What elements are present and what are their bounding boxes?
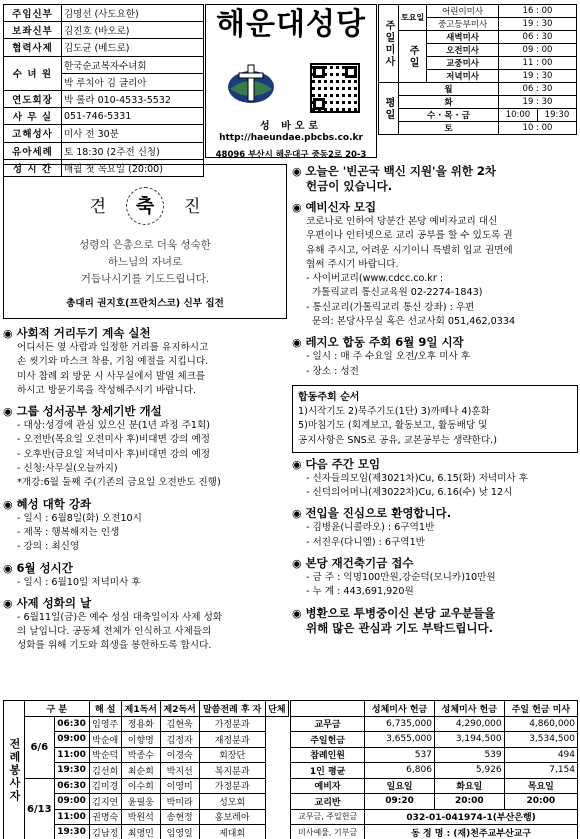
duty-row [4, 716, 289, 732]
mass-name: 저녁미사 [427, 70, 499, 83]
announcement-section [292, 606, 578, 636]
duty-header: 단체 [265, 701, 288, 717]
section-line: - 신청:사무실(오늘까지) [17, 463, 118, 475]
section-title-text: 위해 많은 관심과 기도 부탁드립니다. [306, 620, 494, 635]
class-day: 화요일 [434, 778, 504, 794]
church-title: 해운대성당 [216, 7, 366, 42]
staff-label: 수 녀 원 [4, 56, 62, 90]
heading-char-left: 견 [89, 197, 106, 217]
duty-cell: 이경숙 [160, 747, 199, 763]
duty-cell: 회장단 [199, 747, 265, 763]
section-line: - 일시 : 6월10일 저녁미사 후 [17, 576, 141, 588]
finance-cell: 3,655,000 [365, 732, 435, 748]
weekday-name: 토 [399, 122, 499, 135]
staff-row [4, 142, 204, 159]
finance-cell: 4,860,000 [504, 716, 577, 732]
duty-cell: 11:00 [54, 809, 89, 825]
section-line: - 6월11일(금)은 예수 성심 대축일이자 사제 성화 [17, 611, 223, 623]
staff-value: 미사 전 30분 [62, 125, 204, 142]
bullet-icon: ◉ [292, 457, 306, 471]
section-title-text: 병환으로 투병중이신 본당 교우분들을 [305, 605, 496, 620]
duty-cell: 가정분과 [199, 716, 265, 732]
section-line: 코로나로 인하여 당분간 본당 예비자교리 대신 [306, 216, 498, 227]
finance-header: 주일 헌금 미사 [504, 701, 577, 717]
finance-row [291, 763, 578, 779]
staff-label: 고해성사 [4, 125, 62, 142]
section-line: 하시고 방문기록을 작성해주시기 바랍니다. [17, 384, 197, 396]
mass-time: 16 : 00 [498, 5, 576, 18]
section-line: - 장소 : 성전 [306, 365, 359, 377]
congratulations-signature: 총대리 권지호(프란치스코) 신부 집전 [66, 298, 224, 309]
finance-cell: 5,926 [434, 763, 504, 779]
section-title-text: 헌금이 있습니다. [306, 179, 393, 193]
finance-cell: 494 [504, 747, 577, 763]
section-title-text: 6월 성시간 [16, 560, 73, 575]
account-number: 032-01-041974-1(부산은행) [365, 809, 578, 825]
staff-value: 박 롤라 010-4533-5532 [62, 90, 204, 107]
section-line: - 일시 : 6월8일(화) 오전10시 [17, 512, 142, 524]
duty-cell: 이영미 [160, 778, 199, 794]
section-line: - 오전반(목요일 오전미사 후)비대면 강의 예정 [17, 434, 211, 446]
duty-cell: 박원석 [121, 809, 160, 825]
duty-cell: 송현정 [160, 809, 199, 825]
section-line: 어디서든 옆 사람과 일정한 거리를 유지하시고 [17, 342, 209, 353]
saturday-label: 토요일 [399, 5, 427, 31]
mass-time: 19 : 30 [498, 96, 576, 109]
section-line: 유해 주시고, 어려운 시기이니 특별히 입교 권면에 [306, 244, 513, 256]
bullet-icon: ◉ [292, 606, 306, 620]
masthead [205, 4, 377, 158]
duty-cell: 19:30 [54, 763, 89, 779]
mass-name: 교중미사 [427, 57, 499, 70]
section-line: 손 씻기와 마스크 착용, 기침 예절을 지킵니다. [17, 356, 209, 368]
congratulations-box [3, 164, 287, 319]
section-title [3, 596, 287, 611]
class-time: 20:00 [504, 794, 577, 810]
right-announcements [292, 164, 578, 642]
staff-value: 051-746-5331 [62, 108, 204, 125]
section-title-text: 사제 성화의 날 [16, 595, 92, 610]
duty-header: 해 설 [89, 701, 121, 717]
section-title-text: 전입을 진심으로 환영합니다. [305, 506, 452, 521]
website-link[interactable]: http://haeundae.pbcbs.co.kr [219, 133, 363, 143]
section-line: 미사 참례 외 방문 시 사무실에서 발열 체크를 [17, 370, 206, 382]
prayer-line: 1)시작기도 2)묵주기도(1단) 3)까떼나 4)훈화 [298, 405, 490, 417]
section-title [3, 404, 287, 419]
schedule-row [379, 96, 577, 109]
duty-cell: 정용화 [121, 716, 160, 732]
schedule-row [379, 5, 577, 18]
duty-cell: 박지선 [160, 763, 199, 779]
patron-saint: 성 바오로 [259, 121, 323, 132]
account-label: 교무금, 주일헌금 [291, 809, 365, 825]
section-title-text: 그룹 성서공부 창세기반 개설 [16, 404, 162, 419]
heading-char-right: 진 [184, 197, 201, 217]
section-line: - 통신교리(가톨릭교리 통신 강좌) : 우편 [306, 301, 475, 313]
announcement-section [3, 404, 287, 490]
duty-cell: 김정자 [160, 732, 199, 748]
left-announcements [3, 326, 287, 660]
staff-value: 한국순교복자수녀회 [62, 56, 204, 73]
duty-header: 말씀전례 후 자 [199, 701, 265, 717]
duty-cell: 최명민 [121, 825, 160, 839]
weekday-name: 화 [399, 96, 499, 109]
bullet-icon: ◉ [292, 557, 306, 571]
duty-cell: 재정분과 [199, 732, 265, 748]
duty-header-row [4, 701, 289, 717]
duty-row [4, 778, 289, 794]
section-line: 가톨릭교리 통신교육원 02-2274-1843) [312, 287, 483, 299]
announcement-section [292, 457, 578, 501]
mass-time: 19 : 30 [498, 70, 576, 83]
staff-label: 사 무 실 [4, 108, 62, 125]
bullet-icon: ◉ [3, 561, 17, 575]
duty-cell: 이수희 [121, 778, 160, 794]
section-title [3, 326, 287, 341]
class-time: 20:00 [434, 794, 504, 810]
finance-header: 성체미사 헌금 [434, 701, 504, 717]
bullet-icon: ◉ [292, 201, 306, 214]
staff-value: 김명선 (사도요한) [62, 5, 204, 22]
class-day: 일요일 [365, 778, 435, 794]
duty-side-label: 전례봉사자 [4, 701, 25, 839]
message-line: 성령의 은총으로 더욱 성숙한 [79, 239, 211, 251]
mass-name: 새벽미사 [427, 31, 499, 44]
schedule-row [379, 109, 577, 122]
mass-name: 오전미사 [427, 44, 499, 57]
section-title-text: 다음 주간 모임 [305, 456, 381, 471]
duty-cell: 가정분과 [199, 778, 265, 794]
weekday-name: 수 · 목 · 금 [399, 109, 499, 122]
section-title [292, 506, 578, 521]
section-title-text: 레지오 합동 주회 6월 9일 시작 [305, 335, 464, 350]
duty-cell: 김현욱 [160, 716, 199, 732]
section-title [292, 335, 578, 350]
finance-header [291, 701, 365, 717]
announcement-section [3, 497, 287, 555]
account-row [291, 809, 578, 825]
duty-cell: 복지분과 [199, 763, 265, 779]
staff-row [4, 5, 204, 22]
finance-cell: 7,154 [504, 763, 577, 779]
finance-table [290, 700, 578, 839]
prayer-order-title: 합동주회 순서 [298, 391, 360, 403]
duty-header: 제1독서 [121, 701, 160, 717]
account-row [291, 825, 578, 839]
staff-value: 매월 첫 목요일 (20:00) [62, 159, 204, 176]
mass-time: 06 : 30 [498, 83, 576, 96]
finance-cell: 3,194,500 [434, 732, 504, 748]
staff-row [4, 39, 204, 56]
class-row [291, 794, 578, 810]
weekday-name: 월 [399, 83, 499, 96]
class-day: 목요일 [504, 778, 577, 794]
duty-header: 제2독서 [160, 701, 199, 717]
section-line: - 금 주 : 익명100만원,강순덕(모니카)10만원 [306, 572, 496, 584]
mass-time: 09 : 00 [498, 44, 576, 57]
mass-time: 06 : 30 [498, 31, 576, 44]
staff-value: 김진호 (바오로) [62, 22, 204, 39]
announcement-section [3, 561, 287, 590]
duty-cell: 이향명 [121, 732, 160, 748]
weekday-label: 평일 [379, 83, 399, 135]
church-logo-icon [226, 63, 276, 107]
class-label: 예비자 [291, 778, 365, 794]
bullet-icon: ◉ [292, 507, 306, 521]
mass-name: 어린이미사 [427, 5, 499, 18]
sunday-mass-label: 주일미사 [379, 5, 399, 83]
account-holder: 동 정 명 : (재)천주교부산교구 [365, 825, 578, 839]
section-line: - 서진우(다니엘) : 6구역1반 [306, 536, 425, 548]
heading-char-mid: 축 [126, 187, 164, 225]
class-row [291, 778, 578, 794]
duty-cell: 09:00 [54, 794, 89, 810]
finance-header-row [291, 701, 578, 717]
duty-date: 6/6 [25, 716, 55, 778]
mass-time: 19:30 [537, 109, 576, 122]
class-time: 09:20 [365, 794, 435, 810]
section-line: - 오후반(금요일 저녁미사 후)비대면 강의 예정 [17, 448, 211, 460]
section-line: - 신덕의어머니(제3022차)Cu, 6.16(수) 낮 12시 [306, 487, 513, 499]
bullet-icon: ◉ [3, 497, 17, 511]
staff-value: 토 18:30 (2주전 신청) [62, 142, 204, 159]
finance-cell: 주일헌금 [291, 732, 365, 748]
duty-cell: 윤필웅 [121, 794, 160, 810]
announcement-section [292, 164, 578, 194]
duty-cell: 권명숙 [89, 809, 121, 825]
duty-cell: 박종수 [121, 747, 160, 763]
staff-row [4, 90, 204, 107]
section-title-text: 예비신자 모집 [305, 200, 377, 214]
mass-time: 19 : 30 [498, 18, 576, 31]
section-title-text: 사회적 거리두기 계속 실천 [16, 326, 151, 340]
duty-date: 6/13 [25, 778, 55, 839]
class-label: 교리반 [291, 794, 365, 810]
finance-cell: 537 [365, 747, 435, 763]
section-line: - 신자들의모임(제3021차)Cu, 6.15(화) 저녁미사 후 [306, 472, 528, 484]
qr-code-icon[interactable] [310, 63, 360, 113]
congratulations-message [4, 237, 286, 288]
section-line: 우편이나 인터넷으로 교리 공부를 할 수 있도록 권 [306, 230, 513, 242]
bullet-icon: ◉ [292, 336, 306, 350]
sunday-label: 주일 [399, 31, 427, 83]
message-line: 거듭나시기를 기도드립니다. [80, 273, 210, 285]
staff-label: 협력사제 [4, 39, 62, 56]
finance-cell: 539 [434, 747, 504, 763]
mass-time: 11 : 00 [498, 57, 576, 70]
announcement-section [3, 326, 287, 398]
duty-cell: 김미경 [89, 778, 121, 794]
section-title [292, 606, 578, 621]
section-title [3, 561, 287, 576]
schedule-row [379, 122, 577, 135]
finance-row [291, 716, 578, 732]
section-line: - 강의 : 최신영 [17, 541, 80, 553]
prayer-line: 공지사항은 SNS로 공유, 교본공부는 생략한다.) [298, 434, 497, 446]
congratulations-heading [4, 187, 286, 225]
staff-row [4, 108, 204, 125]
prayer-line: 5)마침기도 (회계보고, 활동보고, 활동배당 및 [298, 420, 488, 432]
duty-cell: 김지연 [89, 794, 121, 810]
duty-cell: 성모회 [199, 794, 265, 810]
staff-label: 보좌신부 [4, 22, 62, 39]
announcement-section [292, 200, 578, 329]
duty-cell: 19:30 [54, 825, 89, 839]
staff-label: 연도회장 [4, 90, 62, 107]
staff-label: 성 시 간 [4, 159, 62, 176]
mass-name: 중고등부미사 [427, 18, 499, 31]
duty-cell: 김남정 [89, 825, 121, 839]
duty-cell: 홍보레아 [199, 809, 265, 825]
section-title [3, 497, 287, 512]
finance-cell: 1인 평균 [291, 763, 365, 779]
finance-cell: 참례인원 [291, 747, 365, 763]
finance-header: 성체미사 헌금 [365, 701, 435, 717]
duty-cell: 06:30 [54, 716, 89, 732]
message-line: 하느님의 자녀로 [107, 256, 183, 268]
staff-row [4, 22, 204, 39]
section-title-text: 혜성 대학 강좌 [16, 496, 92, 511]
section-line: - 김병윤(니콜라오) : 6구역1반 [306, 522, 435, 534]
staff-row [4, 125, 204, 142]
finance-cell: 6,806 [365, 763, 435, 779]
duty-cell: 제대회 [199, 825, 265, 839]
liturgy-duty-table [3, 700, 289, 839]
section-line: 성화를 위해 기도와 희생을 봉헌하도록 합시다. [17, 640, 212, 652]
section-title-text: 오늘은 '빈곤국 백신 지원'을 위한 2차 [305, 164, 497, 178]
duty-cell: 최순희 [121, 763, 160, 779]
duty-cell: 임영일 [160, 825, 199, 839]
finance-cell: 6,735,000 [365, 716, 435, 732]
section-line: - 일시 : 매 주 수요일 오전/오후 미사 후 [306, 351, 471, 363]
staff-row [4, 56, 204, 73]
section-line: 협써 주시기 바랍니다. [306, 258, 399, 270]
staff-table [3, 4, 204, 177]
duty-cell: 박순애 [89, 732, 121, 748]
finance-row [291, 732, 578, 748]
announcement-section [292, 556, 578, 600]
mass-time: 10 : 00 [498, 122, 576, 135]
duty-cell: 박순덕 [89, 747, 121, 763]
finance-cell: 3,534,500 [504, 732, 577, 748]
duty-header: 구 분 [25, 701, 90, 717]
duty-cell: 김선희 [89, 763, 121, 779]
announcement-section [292, 506, 578, 550]
announcement-section [292, 335, 578, 379]
address: 48096 부산시 해운대구 중동2로 20-3 [215, 150, 367, 160]
section-title [292, 556, 578, 571]
section-line: - 사이버교리(www.cdcc.co.kr : [306, 273, 444, 285]
duty-cell: 임영주 [89, 716, 121, 732]
section-line: - 제목 : 행복해지는 인생 [17, 526, 120, 538]
staff-label: 주임신부 [4, 5, 62, 22]
account-label: 미사예물, 기부금 [291, 825, 365, 839]
bullet-icon: ◉ [3, 405, 17, 419]
section-line: - 대상:성경에 관심 있으신 분(1년 과정 주1회) [17, 420, 210, 432]
staff-value: 김도균 (베드로) [62, 39, 204, 56]
section-title [292, 457, 578, 472]
finance-cell: 4,290,000 [434, 716, 504, 732]
bullet-icon: ◉ [3, 327, 17, 340]
section-title [292, 164, 578, 179]
section-title-text: 본당 재건축기금 접수 [305, 556, 414, 571]
section-line: 문의: 본당사무실 혹은 선교사회 051,462,0334 [312, 316, 516, 328]
prayer-order-box [292, 385, 578, 453]
schedule-row [379, 83, 577, 96]
bullet-icon: ◉ [3, 596, 17, 610]
staff-label: 유아세례 [4, 142, 62, 159]
duty-cell: 06:30 [54, 778, 89, 794]
section-line: - 누 계 : 443,691,920원 [306, 586, 414, 598]
finance-cell: 교무금 [291, 716, 365, 732]
staff-value: 박 루치아 김 글리아 [62, 73, 204, 90]
mass-time: 10:00 [498, 109, 537, 122]
section-line: *개강:6월 둘째 주(기존의 금요일 오전반도 진행) [17, 477, 221, 489]
duty-cell: 11:00 [54, 747, 89, 763]
mass-schedule-table [378, 4, 577, 135]
bullet-icon: ◉ [292, 165, 306, 178]
duty-cell: 박미라 [160, 794, 199, 810]
duty-cell: 09:00 [54, 732, 89, 748]
section-title [292, 200, 578, 215]
finance-row [291, 747, 578, 763]
schedule-row [379, 31, 577, 44]
section-line: 의 날입니다. 공동체 전체가 인식하고 사제들의 [17, 626, 212, 638]
announcement-section [3, 596, 287, 654]
